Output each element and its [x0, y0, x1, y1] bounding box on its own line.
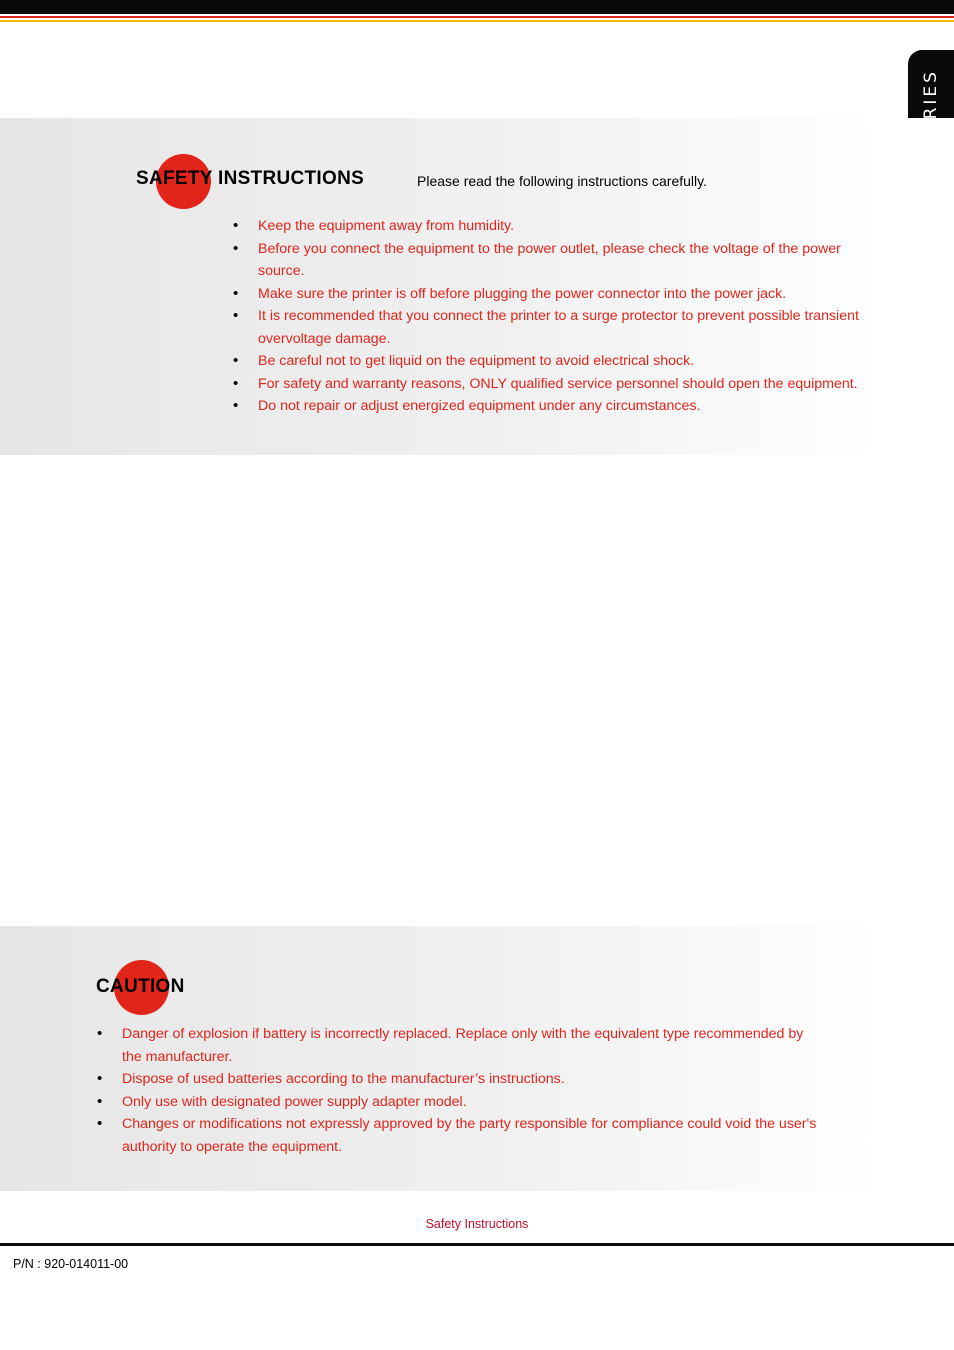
footer-section-label: Safety Instructions — [425, 1217, 529, 1231]
list-item: • It is recommended that you connect the printer to a surge protector to prevent possible transient overvoltage damage. — [258, 305, 883, 350]
safety-bullet-list — [258, 215, 883, 418]
part-number: P/N : 920-014011-00 — [13, 1257, 129, 1271]
caution-bullet-list — [122, 1023, 847, 1158]
list-item: • Only use with designated power supply adapter model. — [122, 1091, 847, 1114]
list-item: • For safety and warranty reasons, ONLY qualified service personnel should open the equipment. — [258, 373, 883, 396]
list-item: • Dispose of used batteries according to the manufacturer’s instructions. — [122, 1068, 847, 1091]
caution-heading: CAUTION — [96, 976, 185, 997]
list-item: • Do not repair or adjust energized equipment under any circumstances. — [258, 395, 883, 418]
caution-panel — [0, 926, 954, 1191]
top-red-stripe — [0, 16, 954, 18]
safety-heading: SAFETY INSTRUCTIONS — [136, 168, 365, 189]
footer-rule — [0, 1243, 954, 1246]
safety-instructions-panel — [0, 118, 954, 455]
top-black-bar — [0, 0, 954, 14]
top-yellow-stripe — [0, 20, 954, 22]
list-item: • Be careful not to get liquid on the equipment to avoid electrical shock. — [258, 350, 883, 373]
list-item: • Changes or modifications not expressly approved by the party responsible for compliance could void the user's authority to operate the equipment. — [122, 1113, 834, 1158]
list-item: • Keep the equipment away from humidity. — [258, 215, 883, 238]
list-item: • Before you connect the equipment to the power outlet, please check the voltage of the power source. — [258, 238, 883, 283]
list-item: • Make sure the printer is off before plugging the power connector into the power jack. — [258, 283, 883, 306]
list-item: • Danger of explosion if battery is incorrectly replaced. Replace only with the equivalent type recommended by the manufacturer. — [122, 1023, 822, 1068]
safety-subtitle: Please read the following instructions carefully. — [417, 173, 708, 189]
